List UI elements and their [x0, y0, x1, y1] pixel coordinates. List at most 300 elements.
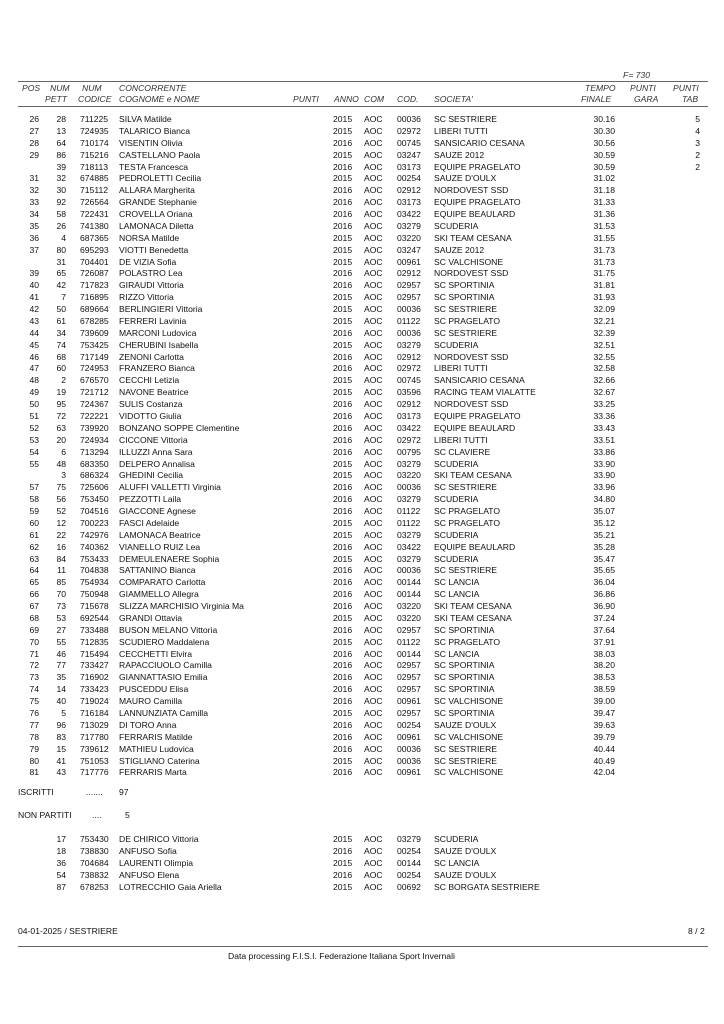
result-row: [0, 434, 724, 446]
fisi-code-cell: 713294: [80, 446, 109, 457]
col-cognome-nome-header: COGNOME e NOME: [119, 94, 200, 104]
competitor-name-cell: BONZANO SOPPE Clementine: [119, 422, 240, 433]
club-code-cell: 02912: [397, 185, 421, 196]
fisi-code-cell: 724367: [80, 399, 109, 410]
bib-cell: 52: [56, 506, 66, 517]
committee-cell: AOC: [364, 209, 383, 220]
final-time-cell: 34.80: [593, 494, 615, 505]
fisi-code-cell: 739609: [80, 327, 109, 338]
committee-cell: AOC: [364, 506, 383, 517]
competitor-name-cell: DEMEULENAERE Sophia: [119, 553, 220, 564]
committee-cell: AOC: [364, 315, 383, 326]
club-name-cell: SCUDERIA: [434, 494, 479, 505]
final-time-cell: 30.56: [593, 137, 615, 148]
committee-cell: AOC: [364, 280, 383, 291]
result-row: [0, 291, 724, 303]
birth-year-cell: 2015: [333, 857, 353, 868]
final-time-cell: 30.16: [593, 114, 615, 124]
committee-cell: AOC: [364, 161, 383, 172]
competitor-name-cell: LAMONACA Beatrice: [119, 529, 201, 540]
competitor-name-cell: ILLUZZI Anna Sara: [119, 446, 193, 457]
result-row: [0, 303, 724, 315]
club-name-cell: EQUIPE BEAULARD: [434, 209, 516, 220]
result-row: [0, 529, 724, 541]
birth-year-cell: 2016: [333, 672, 353, 683]
competitor-name-cell: ZENONI Carlotta: [119, 351, 184, 362]
result-row: [0, 671, 724, 683]
fisi-code-cell: 710174: [80, 137, 109, 148]
competitor-name-cell: MAURO Camilla: [119, 696, 183, 707]
fisi-code-cell: 715678: [80, 601, 109, 612]
fisi-code-cell: 750948: [80, 589, 109, 600]
club-code-cell: 01122: [397, 315, 421, 326]
position-cell: 47: [29, 363, 39, 374]
club-code-cell: 00036: [397, 743, 421, 754]
competitor-name-cell: RAPACCIUOLO Camilla: [119, 660, 212, 671]
birth-year-cell: 2016: [333, 506, 353, 517]
club-code-cell: 00036: [397, 327, 421, 338]
col-punti-tab-header: PUNTI: [673, 83, 699, 93]
fisi-code-cell: 704838: [80, 565, 109, 576]
bib-cell: 31: [56, 256, 66, 267]
fisi-code-cell: 700223: [80, 517, 109, 528]
committee-cell: AOC: [364, 304, 383, 315]
club-code-cell: 02972: [397, 434, 421, 445]
position-cell: 70: [29, 636, 39, 647]
bib-cell: 96: [56, 719, 66, 730]
committee-cell: AOC: [364, 696, 383, 707]
position-cell: 39: [29, 268, 39, 279]
club-code-cell: 03247: [397, 244, 421, 255]
bib-cell: 7: [61, 292, 66, 303]
birth-year-cell: 2016: [333, 565, 353, 576]
committee-cell: AOC: [364, 881, 383, 892]
final-time-cell: 33.96: [593, 482, 615, 493]
birth-year-cell: 2015: [333, 387, 353, 398]
club-code-cell: 03422: [397, 541, 421, 552]
col-cod-header: COD.: [397, 94, 419, 104]
position-cell: 54: [29, 446, 39, 457]
committee-cell: AOC: [364, 624, 383, 635]
club-code-cell: 03220: [397, 232, 421, 243]
final-time-cell: 38.20: [593, 660, 615, 671]
bib-cell: 65: [56, 268, 66, 279]
bib-cell: 63: [56, 422, 66, 433]
result-row: [0, 731, 724, 743]
bib-cell: 86: [56, 149, 66, 160]
birth-year-cell: 2015: [333, 517, 353, 528]
final-time-cell: 32.39: [593, 327, 615, 338]
club-code-cell: 00795: [397, 446, 421, 457]
fisi-code-cell: 724935: [80, 125, 109, 136]
committee-cell: AOC: [364, 767, 383, 778]
table-points-cell: 3: [695, 137, 700, 148]
competitor-name-cell: FERRARIS Marta: [119, 767, 187, 778]
result-row: [0, 184, 724, 196]
final-time-cell: 31.36: [593, 209, 615, 220]
result-row: [0, 410, 724, 422]
bib-cell: 53: [56, 612, 66, 623]
position-cell: 77: [29, 719, 39, 730]
committee-cell: AOC: [364, 458, 383, 469]
club-name-cell: EQUIPE BEAULARD: [434, 422, 516, 433]
result-row: [0, 624, 724, 636]
footer-page-number: 8 / 2: [688, 926, 705, 936]
col-societa-header: SOCIETA': [434, 94, 473, 104]
fisi-code-cell: 717780: [80, 731, 109, 742]
final-time-cell: 36.86: [593, 589, 615, 600]
result-row: [0, 327, 724, 339]
final-time-cell: 35.65: [593, 565, 615, 576]
footer-date-place: 04-01-2025 / SESTRIERE: [18, 926, 118, 936]
final-time-cell: 32.51: [593, 339, 615, 350]
birth-year-cell: 2016: [333, 482, 353, 493]
club-name-cell: SANSICARIO CESANA: [434, 375, 525, 386]
col-tempo-header: TEMPO: [585, 83, 616, 93]
bib-cell: 87: [56, 881, 66, 892]
position-cell: 44: [29, 327, 39, 338]
club-name-cell: SC PRAGELATO: [434, 517, 501, 528]
competitor-name-cell: PUSCEDDU Elisa: [119, 684, 189, 695]
col-codice-header: CODICE: [78, 94, 112, 104]
fisi-code-cell: 733427: [80, 660, 109, 671]
table-points-cell: 2: [695, 149, 700, 160]
result-row: [0, 505, 724, 517]
fisi-code-cell: 721712: [80, 387, 109, 398]
fisi-code-cell: 733423: [80, 684, 109, 695]
final-time-cell: 40.44: [593, 743, 615, 754]
birth-year-cell: 2015: [333, 292, 353, 303]
club-name-cell: SC PRAGELATO: [434, 315, 501, 326]
club-name-cell: EQUIPE PRAGELATO: [434, 411, 521, 421]
committee-cell: AOC: [364, 648, 383, 659]
position-cell: 75: [29, 696, 39, 707]
fisi-code-cell: 754934: [80, 577, 109, 588]
bib-cell: 12: [56, 517, 66, 528]
birth-year-cell: 2016: [333, 845, 353, 856]
position-cell: 37: [29, 244, 39, 255]
bib-cell: 11: [57, 565, 66, 576]
committee-cell: AOC: [364, 327, 383, 338]
fisi-code-cell: 687365: [80, 232, 109, 243]
club-name-cell: SC SESTRIERE: [434, 114, 498, 124]
club-code-cell: 00144: [397, 648, 421, 659]
result-row: [0, 588, 724, 600]
position-cell: 72: [29, 660, 39, 671]
position-cell: 76: [29, 708, 39, 718]
non-partiti-dots: ....: [92, 810, 102, 820]
iscritti-dots: .......: [86, 787, 103, 797]
col-pett-header: PETT: [45, 94, 67, 104]
competitor-name-cell: TESTA Francesca: [119, 161, 189, 172]
position-cell: 46: [29, 351, 39, 362]
final-time-cell: 37.91: [593, 636, 615, 647]
club-name-cell: SC SESTRIERE: [434, 304, 498, 315]
result-row: [0, 315, 724, 327]
committee-cell: AOC: [364, 589, 383, 600]
fisi-code-cell: 718113: [80, 161, 109, 172]
position-cell: 28: [29, 137, 39, 148]
fisi-code-cell: 704401: [80, 256, 109, 267]
club-code-cell: 00692: [397, 881, 421, 892]
birth-year-cell: 2016: [333, 869, 353, 880]
birth-year-cell: 2015: [333, 834, 353, 844]
final-time-cell: 35.12: [593, 517, 615, 528]
club-name-cell: SC SPORTINIA: [434, 660, 495, 671]
competitor-name-cell: STIGLIANO Caterina: [119, 755, 200, 766]
club-name-cell: SCUDERIA: [434, 458, 479, 469]
bib-cell: 46: [56, 648, 66, 659]
result-row: [0, 755, 724, 767]
club-code-cell: 02912: [397, 399, 421, 410]
club-name-cell: EQUIPE PRAGELATO: [434, 197, 521, 208]
club-name-cell: SC SESTRIERE: [434, 755, 498, 766]
club-code-cell: 03279: [397, 529, 421, 540]
committee-cell: AOC: [364, 517, 383, 528]
club-code-cell: 00144: [397, 589, 421, 600]
bib-cell: 6: [61, 446, 66, 457]
birth-year-cell: 2015: [333, 636, 353, 647]
birth-year-cell: 2015: [333, 529, 353, 540]
bib-cell: 30: [56, 185, 66, 196]
competitor-name-cell: ANFUSO Sofia: [119, 845, 177, 856]
final-time-cell: 33.86: [593, 446, 615, 457]
final-time-cell: 39.00: [593, 696, 615, 707]
bib-cell: 18: [56, 845, 66, 856]
club-name-cell: SAUZE D'OULX: [434, 173, 497, 184]
competitor-name-cell: CECCHI Letizia: [119, 375, 180, 386]
club-name-cell: SAUZE D'OULX: [434, 845, 497, 856]
club-name-cell: SC PRAGELATO: [434, 506, 501, 517]
position-cell: 27: [29, 125, 39, 136]
fisi-code-cell: 712835: [80, 636, 109, 647]
fisi-code-cell: 751053: [80, 755, 109, 766]
club-name-cell: SAUZE 2012: [434, 149, 485, 160]
club-name-cell: SC CLAVIERE: [434, 446, 491, 457]
not-started-row: [0, 869, 724, 881]
result-row: [0, 232, 724, 244]
bib-cell: 28: [56, 114, 66, 124]
final-time-cell: 31.81: [593, 280, 615, 291]
club-code-cell: 03220: [397, 470, 421, 481]
position-cell: 34: [29, 209, 39, 220]
competitor-name-cell: BERLINGIERI Vittoria: [119, 304, 203, 315]
competitor-name-cell: POLASTRO Lea: [119, 268, 183, 279]
committee-cell: AOC: [364, 719, 383, 730]
birth-year-cell: 2016: [333, 209, 353, 220]
position-cell: 63: [29, 553, 39, 564]
committee-cell: AOC: [364, 672, 383, 683]
committee-cell: AOC: [364, 845, 383, 856]
committee-cell: AOC: [364, 743, 383, 754]
competitor-name-cell: DI TORO Anna: [119, 719, 177, 730]
club-code-cell: 03279: [397, 339, 421, 350]
club-code-cell: 02957: [397, 708, 421, 718]
fisi-code-cell: 739612: [80, 743, 109, 754]
position-cell: 26: [29, 114, 39, 124]
committee-cell: AOC: [364, 411, 383, 421]
col-anno-header: ANNO: [334, 94, 359, 104]
fisi-code-cell: 726564: [80, 197, 109, 208]
committee-cell: AOC: [364, 494, 383, 505]
result-row: [0, 564, 724, 576]
competitor-name-cell: ALUFFI VALLETTI Virginia: [119, 482, 221, 493]
committee-cell: AOC: [364, 660, 383, 671]
bib-cell: 43: [56, 767, 66, 778]
non-partiti-label: NON PARTITI: [18, 810, 72, 820]
competitor-name-cell: CHERUBINI Isabella: [119, 339, 199, 350]
birth-year-cell: 2016: [333, 446, 353, 457]
club-name-cell: SKI TEAM CESANA: [434, 470, 512, 481]
result-row: [0, 161, 724, 173]
result-row: [0, 386, 724, 398]
committee-cell: AOC: [364, 553, 383, 564]
result-row: [0, 695, 724, 707]
club-name-cell: EQUIPE PRAGELATO: [434, 161, 521, 172]
competitor-name-cell: VIOTTI Benedetta: [119, 244, 189, 255]
fisi-code-cell: 740362: [80, 541, 109, 552]
fisi-code-cell: 753433: [80, 553, 109, 564]
result-row: [0, 600, 724, 612]
bib-cell: 77: [56, 660, 66, 671]
committee-cell: AOC: [364, 244, 383, 255]
result-row: [0, 659, 724, 671]
club-code-cell: 03422: [397, 209, 421, 220]
birth-year-cell: 2016: [333, 268, 353, 279]
result-row: [0, 256, 724, 268]
competitor-name-cell: FRANZERO Bianca: [119, 363, 195, 374]
competitor-name-cell: GHEDINI Cecilia: [119, 470, 183, 481]
final-time-cell: 39.47: [593, 708, 615, 718]
committee-cell: AOC: [364, 220, 383, 231]
fisi-code-cell: 716902: [80, 672, 109, 683]
birth-year-cell: 2016: [333, 767, 353, 778]
committee-cell: AOC: [364, 375, 383, 386]
club-code-cell: 03173: [397, 411, 421, 421]
bib-cell: 40: [56, 696, 66, 707]
points-factor: F= 730: [623, 70, 650, 80]
club-code-cell: 00144: [397, 857, 421, 868]
final-time-cell: 40.49: [593, 755, 615, 766]
club-code-cell: 00036: [397, 304, 421, 315]
club-code-cell: 02957: [397, 280, 421, 291]
committee-cell: AOC: [364, 387, 383, 398]
fisi-code-cell: 713029: [80, 719, 109, 730]
competitor-name-cell: SATTANINO Bianca: [119, 565, 196, 576]
birth-year-cell: 2015: [333, 708, 353, 718]
committee-cell: AOC: [364, 399, 383, 410]
fisi-code-cell: 692544: [80, 612, 109, 623]
competitor-name-cell: FASCI Adelaide: [119, 517, 180, 528]
result-row: [0, 137, 724, 149]
final-time-cell: 31.18: [593, 185, 615, 196]
position-cell: 55: [29, 458, 39, 469]
fisi-code-cell: 719024: [80, 696, 109, 707]
non-partiti-value: 5: [125, 810, 130, 820]
club-name-cell: SC SPORTINIA: [434, 708, 495, 718]
committee-cell: AOC: [364, 232, 383, 243]
bib-cell: 13: [56, 125, 66, 136]
result-row: [0, 458, 724, 470]
bib-cell: 19: [56, 387, 66, 398]
result-row: [0, 576, 724, 588]
competitor-name-cell: DE VIZIA Sofia: [119, 256, 177, 267]
club-code-cell: 02957: [397, 684, 421, 695]
club-name-cell: SC LANCIA: [434, 577, 480, 588]
bib-cell: 85: [56, 577, 66, 588]
col-com-header: COM: [364, 94, 385, 104]
competitor-name-cell: MATHIEU Ludovica: [119, 743, 194, 754]
fisi-code-cell: 738832: [80, 869, 109, 880]
competitor-name-cell: LANNUNZIATA Camilla: [119, 708, 208, 718]
committee-cell: AOC: [364, 612, 383, 623]
club-name-cell: SC VALCHISONE: [434, 256, 504, 267]
club-code-cell: 02912: [397, 268, 421, 279]
committee-cell: AOC: [364, 446, 383, 457]
birth-year-cell: 2015: [333, 114, 353, 124]
final-time-cell: 31.73: [593, 244, 615, 255]
final-time-cell: 42.04: [593, 767, 615, 778]
position-cell: 51: [29, 411, 39, 421]
fisi-code-cell: 722221: [80, 411, 109, 421]
committee-cell: AOC: [364, 731, 383, 742]
club-code-cell: 03173: [397, 161, 421, 172]
competitor-name-cell: GRANDI Ottavia: [119, 612, 183, 623]
final-time-cell: 30.59: [593, 149, 615, 160]
result-row: [0, 636, 724, 648]
club-name-cell: SKI TEAM CESANA: [434, 232, 512, 243]
club-code-cell: 00254: [397, 845, 421, 856]
final-time-cell: 33.36: [593, 411, 615, 421]
competitor-name-cell: COMPARATO Carlotta: [119, 577, 206, 588]
final-time-cell: 35.21: [593, 529, 615, 540]
club-code-cell: 02957: [397, 672, 421, 683]
position-cell: 62: [29, 541, 39, 552]
competitor-name-cell: CICCONE Vittoria: [119, 434, 188, 445]
birth-year-cell: 2016: [333, 422, 353, 433]
fisi-code-cell: 739920: [80, 422, 109, 433]
club-name-cell: SAUZE D'OULX: [434, 719, 497, 730]
fisi-code-cell: 717149: [80, 351, 109, 362]
competitor-name-cell: LAURENTI Olimpia: [119, 857, 194, 868]
result-row: [0, 707, 724, 719]
result-row: [0, 339, 724, 351]
result-row: [0, 612, 724, 624]
competitor-name-cell: LOTRECCHIO Gaia Ariella: [119, 881, 222, 892]
competitor-name-cell: VIDOTTO Giulia: [119, 411, 182, 421]
result-row: [0, 493, 724, 505]
bib-cell: 58: [56, 209, 66, 220]
club-name-cell: NORDOVEST SSD: [434, 185, 509, 196]
fisi-code-cell: 741380: [80, 220, 109, 231]
committee-cell: AOC: [364, 636, 383, 647]
col-num2-header: NUM: [82, 83, 102, 93]
committee-cell: AOC: [364, 137, 383, 148]
col-concorrente-header: CONCORRENTE: [119, 83, 187, 93]
bib-cell: 64: [56, 137, 66, 148]
competitor-name-cell: GIANNATTASIO Emilia: [119, 672, 208, 683]
competitor-name-cell: CASTELLANO Paola: [119, 149, 201, 160]
club-name-cell: SC LANCIA: [434, 648, 480, 659]
competitor-name-cell: GIAMMELLO Allegra: [119, 589, 199, 600]
club-name-cell: SCUDERIA: [434, 834, 479, 844]
bib-cell: 27: [56, 624, 66, 635]
competitor-name-cell: DE CHIRICO Vittoria: [119, 834, 199, 844]
result-row: [0, 267, 724, 279]
final-time-cell: 38.53: [593, 672, 615, 683]
committee-cell: AOC: [364, 114, 383, 124]
competitor-name-cell: LAMONACA Diletta: [119, 220, 194, 231]
